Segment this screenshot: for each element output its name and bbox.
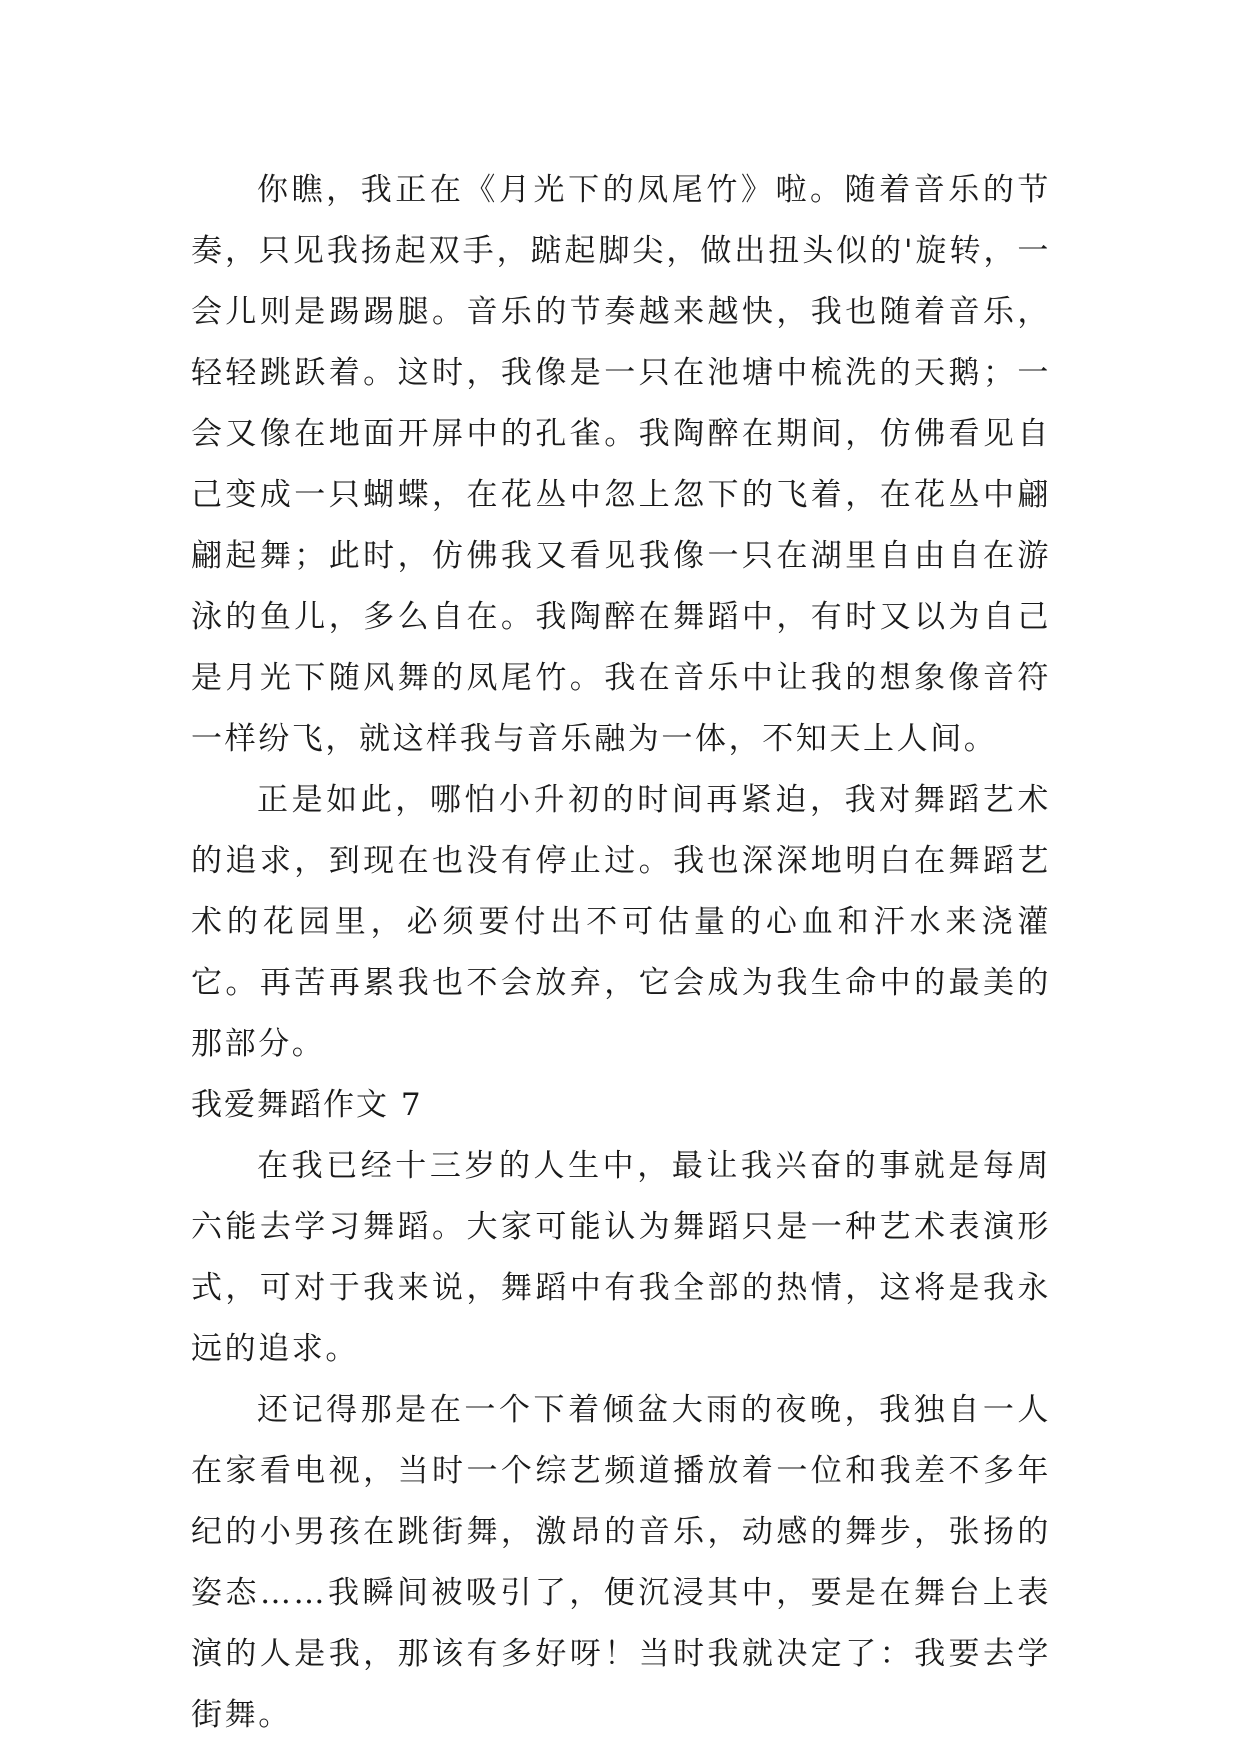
paragraph-pursuit: 正是如此，哪怕小升初的时间再紧迫，我对舞蹈艺术的追求，到现在也没有停止过。我也深深地明白在舞蹈艺术的花园里，必须要付出不可估量的心血和汗水来浇灌它。再苦再累我也不会放弃，它会成为我生命中的最美的那部分。 — [191, 782, 1051, 1062]
section-title: 我爱舞蹈作文 7 — [191, 1087, 423, 1123]
paragraph-thirteen-years: 在我已经十三岁的人生中，最让我兴奋的事就是每周六能去学习舞蹈。大家可能认为舞蹈只是一种艺术表演形式，可对于我来说，舞蹈中有我全部的热情，这将是我永远的追求。 — [191, 1148, 1051, 1367]
document-body — [191, 160, 1051, 1746]
paragraph-moonlight-dance: 你瞧，我正在《月光下的凤尾竹》啦。随着音乐的节奏，只见我扬起双手，踮起脚尖，做出扭头似的'旋转，一会儿则是踢踢腿。音乐的节奏越来越快，我也随着音乐，轻轻跳跃着。这时，我像是一只在池塘中梳洗的天鹅；一会又像在地面开屏中的孔雀。我陶醉在期间，仿佛看见自己变成一只蝴蝶，在花丛中忽上忽下的飞着，在花丛中翩翩起舞；此时，仿佛我又看见我像一只在湖里自由自在游泳的鱼儿，多么自在。我陶醉在舞蹈中，有时又以为自己是月光下随风舞的凤尾竹。我在音乐中让我的想象像音符一样纷飞，就这样我与音乐融为一体，不知天上人间。 — [191, 172, 1051, 757]
paragraph-street-dance: 还记得那是在一个下着倾盆大雨的夜晚，我独自一人在家看电视，当时一个综艺频道播放着一位和我差不多年纪的小男孩在跳街舞，激昂的音乐，动感的舞步，张扬的姿态……我瞬间被吸引了，便沉浸其中，要是在舞台上表演的人是我，那该有多好呀！当时我就决定了：我要去学街舞。 — [191, 1392, 1051, 1733]
